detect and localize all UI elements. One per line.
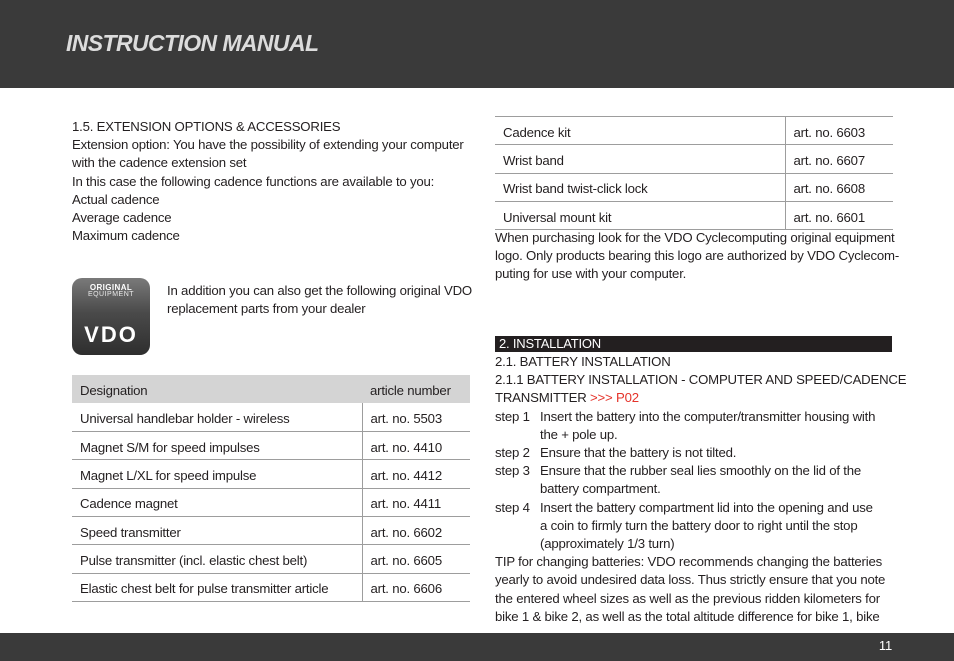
designation-cell: Magnet S/M for speed impulses: [72, 432, 362, 460]
purchase-line: logo. Only products bearing this logo are authorized by VDO Cyclecom-: [495, 248, 900, 264]
article-number-cell: art. no. 6602: [362, 516, 470, 544]
step-text: Ensure that the rubber seal lies smoothly on the lid of the: [540, 463, 862, 479]
intro-line: Maximum cadence: [72, 228, 180, 244]
article-number-cell: art. no. 6606: [362, 573, 470, 601]
logo-brand: VDO: [84, 322, 138, 347]
page-number: 11: [878, 638, 892, 653]
designation-cell: Cadence kit: [495, 117, 785, 145]
column-header-designation: Designation: [72, 375, 362, 403]
step-text: the + pole up.: [540, 426, 618, 442]
step-text: Ensure that the battery is not tilted.: [540, 445, 737, 461]
purchase-line: puting for use with your computer.: [495, 266, 687, 282]
article-number-cell: art. no. 4410: [362, 432, 470, 460]
intro-line: Average cadence: [72, 210, 172, 226]
tip-line: yearly to avoid undesired data loss. Thus strictly ensure that you note: [495, 572, 886, 588]
extension-options-section: [72, 118, 470, 245]
intro-line: In this case the following cadence functions are available to you:: [72, 173, 435, 189]
installation-heading-bar: 2. INSTALLATION: [495, 336, 892, 352]
designation-cell: Universal mount kit: [495, 201, 785, 229]
table-row: [495, 201, 893, 229]
designation-cell: Pulse transmitter (incl. elastic chest belt): [72, 545, 362, 573]
page-header: [0, 0, 954, 88]
article-number-cell: art. no. 4411: [362, 488, 470, 516]
table-row: [72, 488, 470, 516]
logo-text-line: In addition you can also get the following original VDO: [167, 283, 472, 298]
designation-cell: Elastic chest belt for pulse transmitter article: [72, 573, 362, 601]
installation-section: [495, 353, 907, 626]
intro-line: Extension option: You have the possibility of extending your computer: [72, 137, 464, 153]
logo-line-original: ORIGINAL: [89, 283, 133, 292]
table-header-row: [72, 375, 470, 403]
step-3: [495, 462, 895, 498]
subsection-title-continued: [495, 389, 895, 407]
tip-line: bike 1 & bike 2, as well as the total altitude difference for bike 1, bike: [495, 608, 880, 624]
tip-line: TIP for changing batteries: VDO recommends changing the batteries: [495, 554, 882, 570]
tip-line: the entered wheel sizes as well as the previous ridden kilometers for: [495, 590, 880, 606]
manual-title: INSTRUCTION MANUAL: [66, 30, 319, 56]
subsection-title-tail: TRANSMITTER: [495, 390, 587, 406]
purchase-note: [495, 229, 900, 284]
designation-cell: Cadence magnet: [72, 488, 362, 516]
vdo-original-equipment-logo: [72, 278, 150, 355]
intro-line: Actual cadence: [72, 191, 160, 207]
article-number-cell: art. no. 6603: [785, 117, 893, 145]
designation-cell: Universal handlebar holder - wireless: [72, 403, 362, 431]
article-number-cell: art. no. 5503: [362, 403, 470, 431]
table-row: [72, 573, 470, 601]
page-footer: [0, 633, 954, 661]
accessories-table: [495, 116, 893, 230]
step-text: a coin to firmly turn the battery door to right until the stop: [540, 517, 858, 533]
table-row: [72, 432, 470, 460]
column-header-article-number: article number: [362, 375, 470, 403]
logo-line-equipment: EQUIPMENT: [87, 291, 135, 298]
subsection-title: 2.1.1 BATTERY INSTALLATION - COMPUTER AND SPEED/CADENCE: [495, 372, 907, 388]
designation-cell: Magnet L/XL for speed impulse: [72, 460, 362, 488]
subsection-title: 2.1. BATTERY INSTALLATION: [495, 354, 671, 369]
step-2: [495, 444, 895, 462]
step-4: [495, 499, 895, 554]
article-number-cell: art. no. 6607: [785, 145, 893, 173]
article-number-cell: art. no. 6605: [362, 545, 470, 573]
step-text: battery compartment.: [540, 481, 661, 497]
section-title: 1.5. EXTENSION OPTIONS & ACCESSORIES: [72, 119, 341, 134]
replacement-parts-table: [72, 375, 470, 602]
page-reference: >>> P02: [590, 390, 639, 406]
original-equipment-block: [72, 278, 470, 358]
table-row: [72, 545, 470, 573]
step-text: Insert the battery into the computer/transmitter housing with: [540, 408, 876, 424]
article-number-cell: art. no. 6601: [785, 201, 893, 229]
step-label: step 3: [495, 463, 530, 479]
step-label: step 1: [495, 408, 530, 424]
table-row: [495, 117, 893, 145]
table-row: [72, 403, 470, 431]
article-number-cell: art. no. 4412: [362, 460, 470, 488]
article-number-cell: art. no. 6608: [785, 173, 893, 201]
table-row: [495, 145, 893, 173]
designation-cell: Wrist band twist-click lock: [495, 173, 785, 201]
step-text: (approximately 1/3 turn): [540, 536, 675, 552]
step-text: Insert the battery compartment lid into the opening and use: [540, 499, 873, 515]
designation-cell: Speed transmitter: [72, 516, 362, 544]
step-label: step 4: [495, 499, 530, 515]
replacement-parts-text: [167, 282, 470, 318]
table-row: [495, 173, 893, 201]
table-row: [72, 516, 470, 544]
table-row: [72, 460, 470, 488]
logo-text-line: replacement parts from your dealer: [167, 301, 366, 317]
intro-line: with the cadence extension set: [72, 155, 247, 171]
step-1: [495, 408, 895, 444]
step-label: step 2: [495, 445, 530, 461]
designation-cell: Wrist band: [495, 145, 785, 173]
purchase-line: When purchasing look for the VDO Cyclecomputing original equipment: [495, 230, 895, 245]
